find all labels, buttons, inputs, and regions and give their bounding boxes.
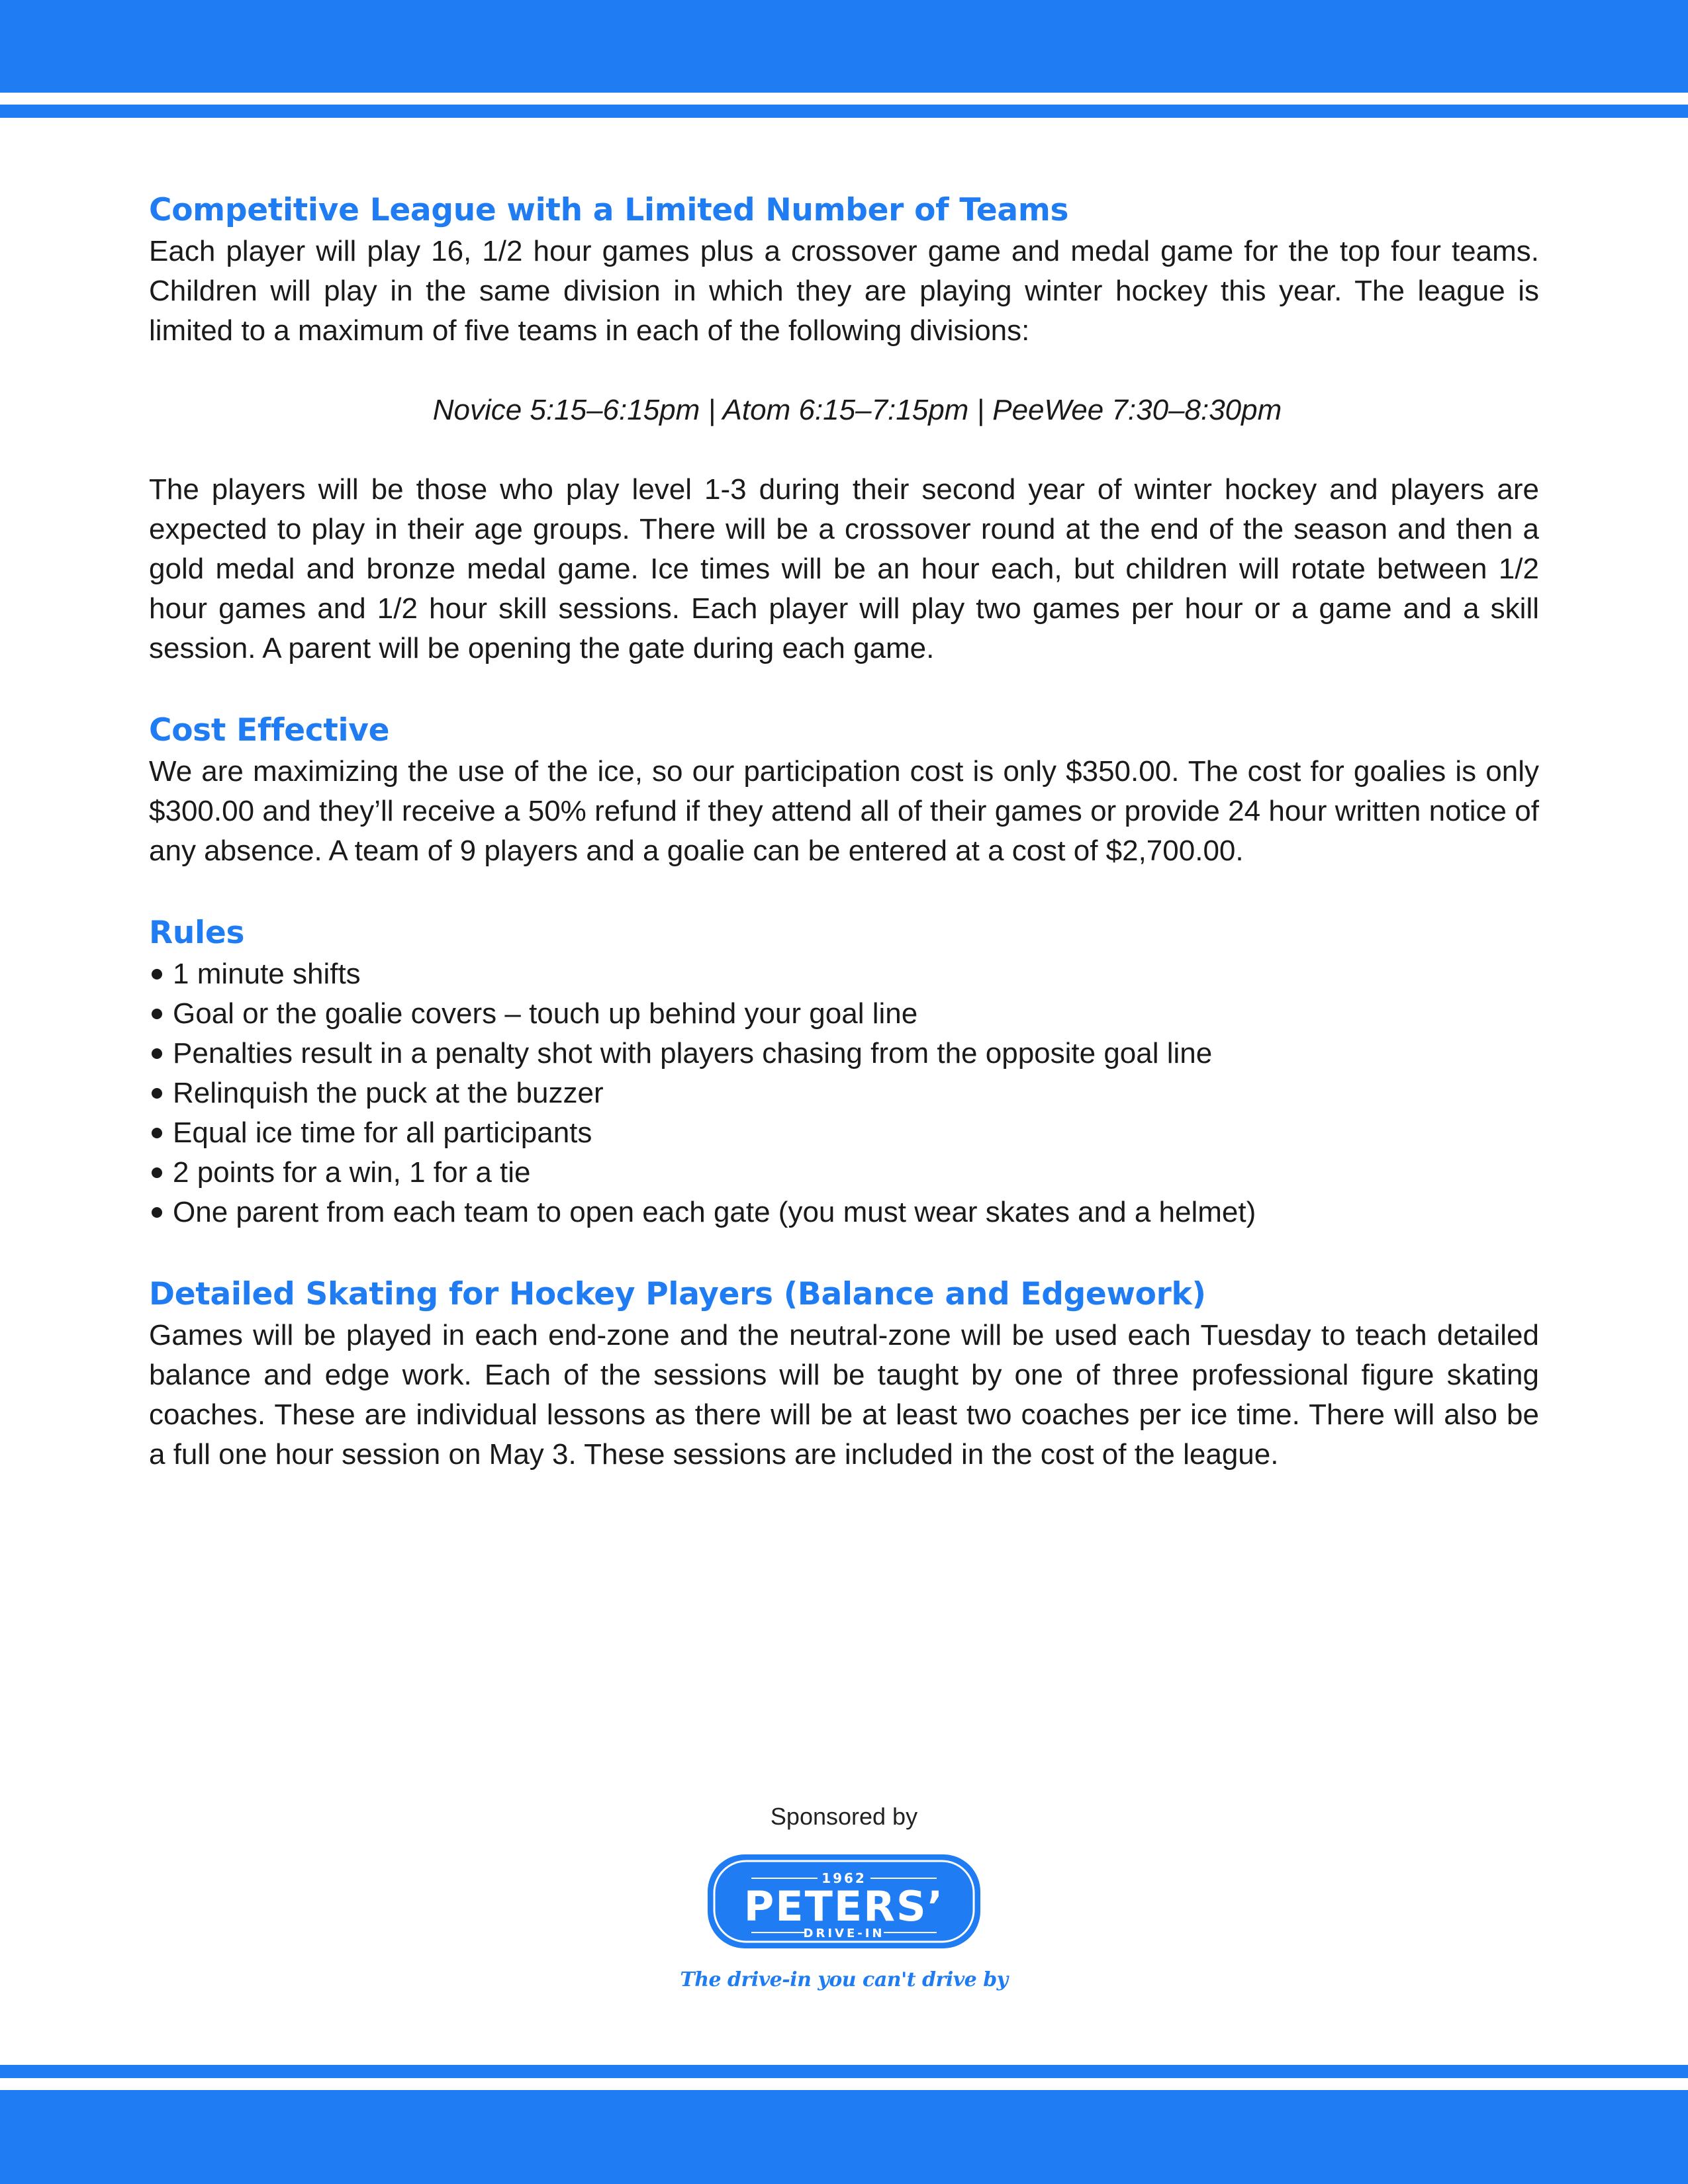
sponsor-tagline: The drive-in you can't drive by [680,1968,1008,1991]
section-heading: Competitive League with a Limited Number of Teams [149,192,1069,228]
sponsor-label: Sponsored by [770,1803,918,1830]
rules-list [149,954,1539,1232]
bullet-icon [152,1167,162,1178]
sponsor-logo [705,1852,983,1951]
bullet-icon [152,1088,162,1099]
list-item [149,1113,1539,1153]
rule-text: Equal ice time for all participants [173,1116,592,1149]
bullet-icon [152,1207,162,1218]
section-heading: Rules [149,915,245,951]
section-league [149,189,1539,668]
document-body [149,189,1539,1516]
section-heading: Detailed Skating for Hockey Players (Balance and Edgework) [149,1276,1206,1312]
list-item [149,1073,1539,1113]
section-heading: Cost Effective [149,712,390,749]
list-item [149,994,1539,1034]
list-item [149,1034,1539,1073]
rule-text: 2 points for a win, 1 for a tie [173,1156,531,1189]
logo-year: 1962 [821,1870,867,1886]
list-item [149,1193,1539,1232]
division-times: Novice 5:15–6:15pm | Atom 6:15–7:15pm | PeeWee 7:30–8:30pm [432,394,1282,426]
logo-name: PETERS’ [743,1882,945,1931]
peters-logo-icon [705,1852,983,1951]
section-cost [149,709,1539,871]
list-item [149,1153,1539,1193]
logo-subtitle: DRIVE-IN [803,1927,885,1940]
rule-text: Goal or the goalie covers – touch up behind your goal line [173,997,918,1030]
bullet-icon [152,1048,162,1059]
league-intro: Each player will play 16, 1/2 hour games plus a crossover game and medal game for the top four teams. Children will play in the same division in which they are playing winter hockey this year. The league is limited to a maximum of five teams in each of the following divisions: [149,235,1539,347]
footer-band [0,2090,1688,2184]
header-band [0,0,1688,93]
bullet-icon [152,969,162,979]
rule-text: Penalties result in a penalty shot with players chasing from the opposite goal line [173,1037,1213,1069]
cost-body: We are maximizing the use of the ice, so our participation cost is only $350.00. The cost for goalies is only $300.00 and they’ll receive a 50% refund if they attend all of their games or provide 24 hour written notice of any absence. A team of 9 players and a goalie can be entered at a cost of $2,700.00. [149,755,1539,867]
header-stripe [0,105,1688,118]
skating-body: Games will be played in each end-zone and the neutral-zone will be used each Tuesday to teach detailed balance and edge work. Each of the sessions will be taught by one of three professional figure skating coaches. These are individual lessons as there will be at least two coaches per ice time. There will also be a full one hour session on May 3. These sessions are included in the cost of the league. [149,1319,1539,1471]
rule-text: 1 minute shifts [173,958,361,990]
rule-text: Relinquish the puck at the buzzer [173,1077,604,1109]
section-skating [149,1273,1539,1475]
footer-stripe [0,2065,1688,2078]
bullet-icon [152,1128,162,1138]
bullet-icon [152,1009,162,1019]
list-item [149,954,1539,994]
rule-text: One parent from each team to open each gate (you must wear skates and a helmet) [173,1196,1256,1228]
league-details: The players will be those who play level 1-3 during their second year of winter hockey and players are expected to play in their age groups. There will be a crossover round at the end of the season and then a gold medal and bronze medal game. Ice times will be an hour each, but children will rotate between 1/2 hour games and 1/2 hour skill sessions. Each player will play two games per hour or a game and a skill session. A parent will be opening the gate during each game. [149,473,1539,664]
sponsor-block [0,1800,1688,1995]
section-rules [149,912,1539,1232]
